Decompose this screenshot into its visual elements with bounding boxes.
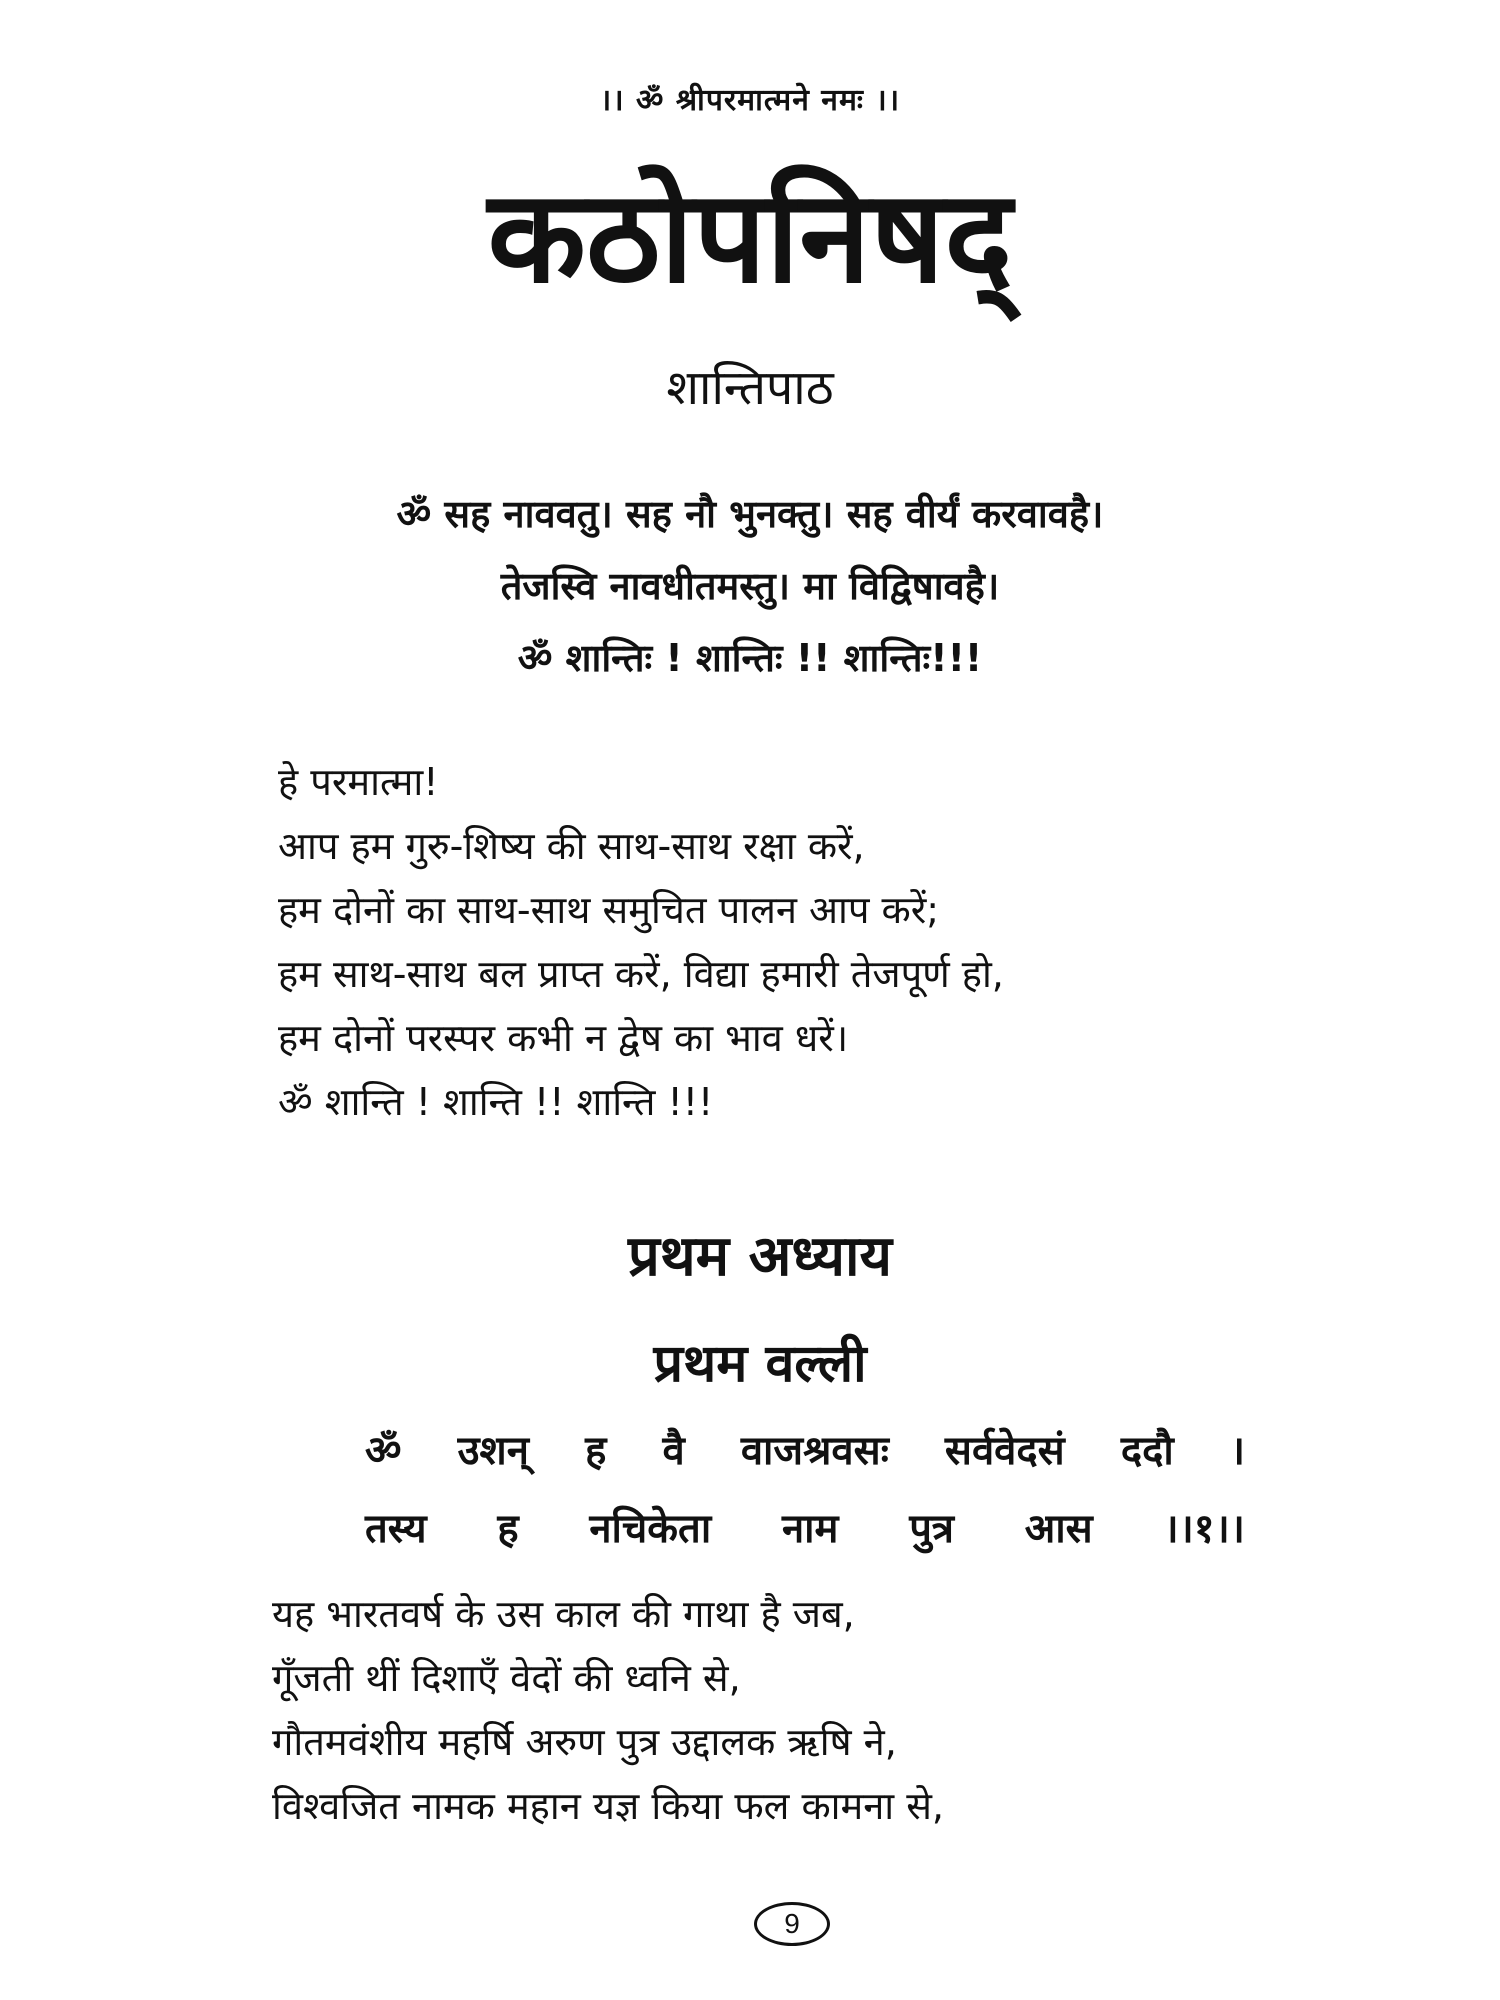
translation-line: हम साथ-साथ बल प्राप्त करें, विद्या हमारी तेजपूर्ण हो, — [278, 952, 1004, 996]
verse-line: ॐ सह नाववतु। सह नौ भुनक्तु। सह वीर्यं करवावहै। — [396, 492, 1104, 536]
shloka-line — [365, 1490, 1245, 1568]
shanti-heading: शान्तिपाठ — [666, 360, 834, 416]
translation-line: ॐ शान्ति ! शान्ति !! शान्ति !!! — [278, 1080, 714, 1124]
shloka-word: तस्य — [365, 1506, 427, 1552]
shloka-word: । — [1229, 1428, 1245, 1474]
shloka-word: उशन् — [457, 1428, 529, 1474]
shloka-word: वाजश्रवसः — [740, 1428, 889, 1474]
shloka-word: वै — [662, 1428, 685, 1474]
translation-line: विश्वजित नामक महान यज्ञ किया फल कामना से, — [272, 1784, 944, 1828]
shloka-word: नाम — [781, 1506, 839, 1552]
chapter-title: प्रथम अध्याय — [628, 1224, 892, 1289]
shloka-word: ।।१।। — [1163, 1506, 1245, 1552]
shloka-1-translation — [272, 1582, 944, 1838]
shloka-word: ह — [585, 1428, 607, 1474]
translation-line: आप हम गुरु-शिष्य की साथ-साथ रक्षा करें, — [278, 824, 865, 868]
invocation-line: ।। ॐ श्रीपरमात्मने नमः ।। — [599, 83, 901, 118]
shloka-line — [365, 1412, 1245, 1490]
shloka-word: पुत्र — [909, 1506, 955, 1552]
shloka-word: आस — [1024, 1506, 1093, 1552]
translation-line: हम दोनों परस्पर कभी न द्वेष का भाव धरें। — [278, 1016, 849, 1060]
shanti-verse — [0, 478, 1500, 694]
shloka-word: सर्ववेदसं — [944, 1428, 1065, 1474]
page-title: कठोपनिषद् — [487, 163, 1013, 312]
shloka-word: नचिकेता — [589, 1506, 712, 1552]
shloka-1 — [365, 1412, 1245, 1568]
section-title: प्रथम वल्ली — [653, 1334, 867, 1394]
page-number: 9 — [754, 1902, 830, 1946]
translation-line: हे परमात्मा! — [278, 760, 439, 804]
translation-line: गौतमवंशीय महर्षि अरुण पुत्र उद्दालक ऋषि ने, — [272, 1720, 897, 1764]
shloka-word: ॐ — [365, 1428, 402, 1474]
translation-line: गूँजती थीं दिशाएँ वेदों की ध्वनि से, — [272, 1656, 741, 1700]
translation-line: यह भारतवर्ष के उस काल की गाथा है जब, — [272, 1592, 855, 1636]
verse-line: ॐ शान्तिः ! शान्तिः !! शान्तिः!!! — [517, 636, 983, 680]
shanti-translation — [278, 750, 1004, 1134]
shloka-word: ह — [497, 1506, 519, 1552]
translation-line: हम दोनों का साथ-साथ समुचित पालन आप करें; — [278, 888, 940, 932]
shloka-word: ददौ — [1120, 1428, 1174, 1474]
verse-line: तेजस्वि नावधीतमस्तु। मा विद्विषावहै। — [500, 564, 1000, 608]
